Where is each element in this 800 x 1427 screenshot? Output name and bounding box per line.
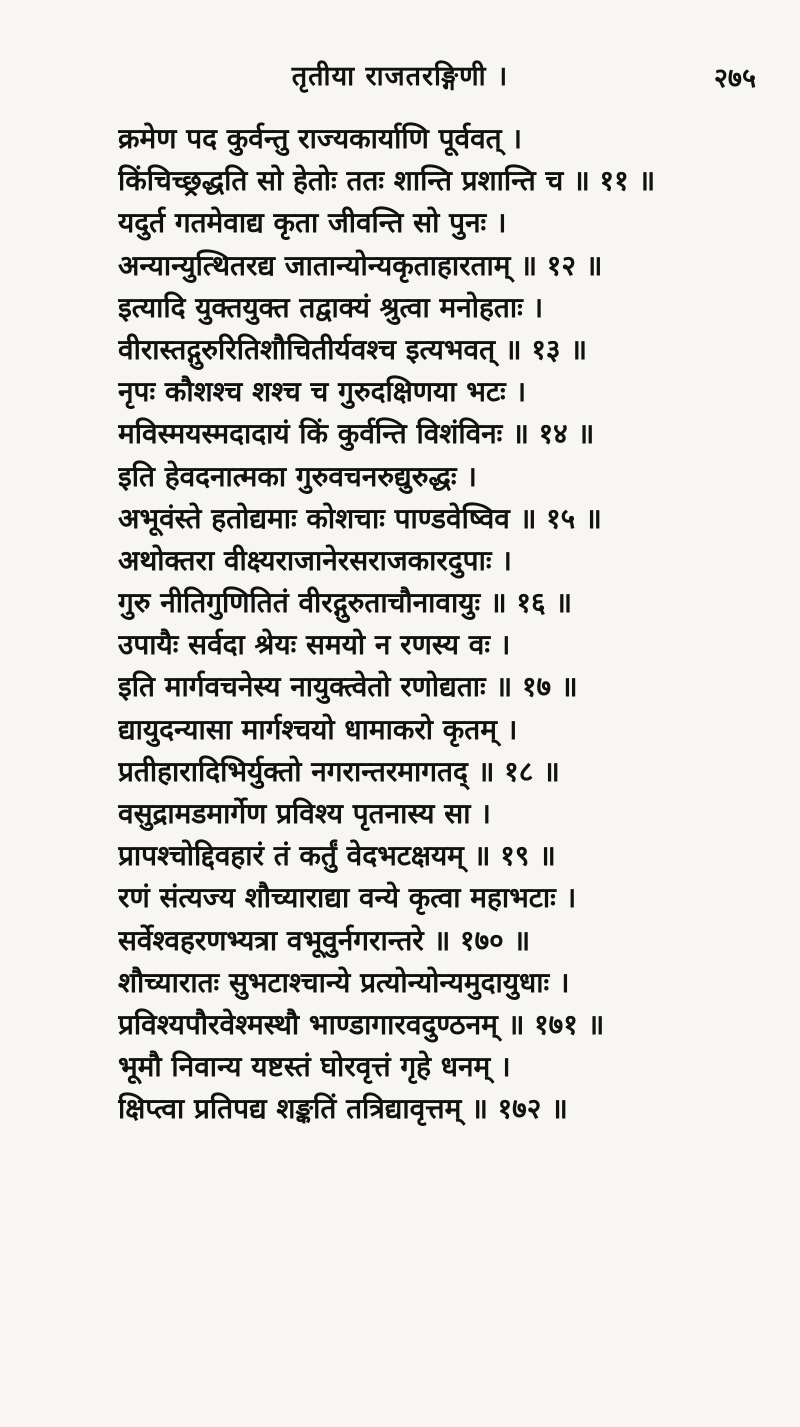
text-line: प्रविश्यपौरवेश्मस्थौ भाण्डागारवदुण्ठनम् ॥ १७१ ॥: [118, 1007, 605, 1041]
text-line: नृपः कौशश्च शश्च च गुरुदक्षिणया भटः ।: [118, 375, 527, 409]
running-title: तृतीया राजतरङ्गिणी ।: [291, 61, 509, 92]
text-line: शौच्यारातः सुभटाश्चान्ये प्रत्योन्योन्यमुदायुधाः ।: [118, 965, 570, 999]
text-line: भूमौ निवान्य यष्टस्तं घोरवृत्तं गृहे धनम् ।: [118, 1050, 511, 1084]
text-line: मविस्मयस्मदादायं किं कुर्वन्ति विशंविनः ॥ १४ ॥: [118, 417, 595, 451]
text-line: गुरु नीतिगुणितितं वीरद्गुरुताचौनावायुः ॥ १६ ॥: [118, 586, 573, 620]
text-line: सर्वेश्वहरणभ्यत्रा वभूवुर्नगरान्तरे ॥ १७० ॥: [118, 923, 531, 957]
page-header: [0, 56, 800, 100]
text-line: द्यायुदन्यासा मार्गश्चयो धामाकरो कृतम् ।: [118, 712, 518, 746]
text-line: प्रतीहारादिभिर्युक्तो नगरान्तरमागतद् ॥ १८ ॥: [118, 754, 560, 788]
text-line: वसुद्रामडमार्गेण प्रविश्य पृतनास्य सा ।: [118, 797, 491, 830]
verse-text-block: [118, 118, 758, 1131]
text-line: उपायैः सर्वदा श्रेयः समयो न रणस्य वः ।: [118, 628, 511, 662]
text-line: अभूवंस्ते हतोद्यमाः कोशचाः पाण्डवेष्विव ॥ १५ ॥: [118, 501, 602, 535]
text-line: रणं संत्यज्य शौच्याराद्या वन्ये कृत्वा महाभटाः ।: [118, 881, 577, 915]
text-line: यदुर्त गतमेवाद्य कृता जीवन्ति सो पुनः ।: [118, 206, 507, 240]
text-line: क्रमेण पद कुर्वन्तु राज्यकार्याणि पूर्ववत् ।: [118, 122, 522, 155]
text-line: इति हेवदनात्मका गुरुवचनरुद्युरुद्धः ।: [118, 459, 477, 493]
text-line: अथोक्तरा वीक्ष्यराजानेरसराजकारदुपाः ।: [118, 543, 512, 577]
text-line: किंचिच्छ्रद्धति सो हेतोः ततः शान्ति प्रशान्ति च ॥ ११ ॥: [118, 164, 656, 198]
text-line: वीरास्तद्गुरुरितिशौचितीर्यवश्च इत्यभवत् ॥ १३ ॥: [118, 332, 587, 366]
page-number: २७५: [713, 63, 756, 94]
text-line: इति मार्गवचनेस्य नायुक्त्वेतो रणोद्यताः ॥ १७ ॥: [118, 670, 578, 704]
text-line: अन्यान्युत्थितरद्य जातान्योन्यकृताहारताम् ॥ १२ ॥: [118, 248, 603, 282]
text-line: इत्यादि युक्तयुक्त तद्वाक्यं श्रुत्वा मनोहताः ।: [118, 290, 544, 324]
text-line: प्रापश्चोद्दिवहारं तं कर्तुं वेदभटक्षयम् ॥ १९ ॥: [118, 839, 556, 873]
text-line: क्षिप्त्वा प्रतिपद्य शङ्कतिं तत्रिद्यावृत्तम् ॥ १७२ ॥: [118, 1092, 568, 1126]
